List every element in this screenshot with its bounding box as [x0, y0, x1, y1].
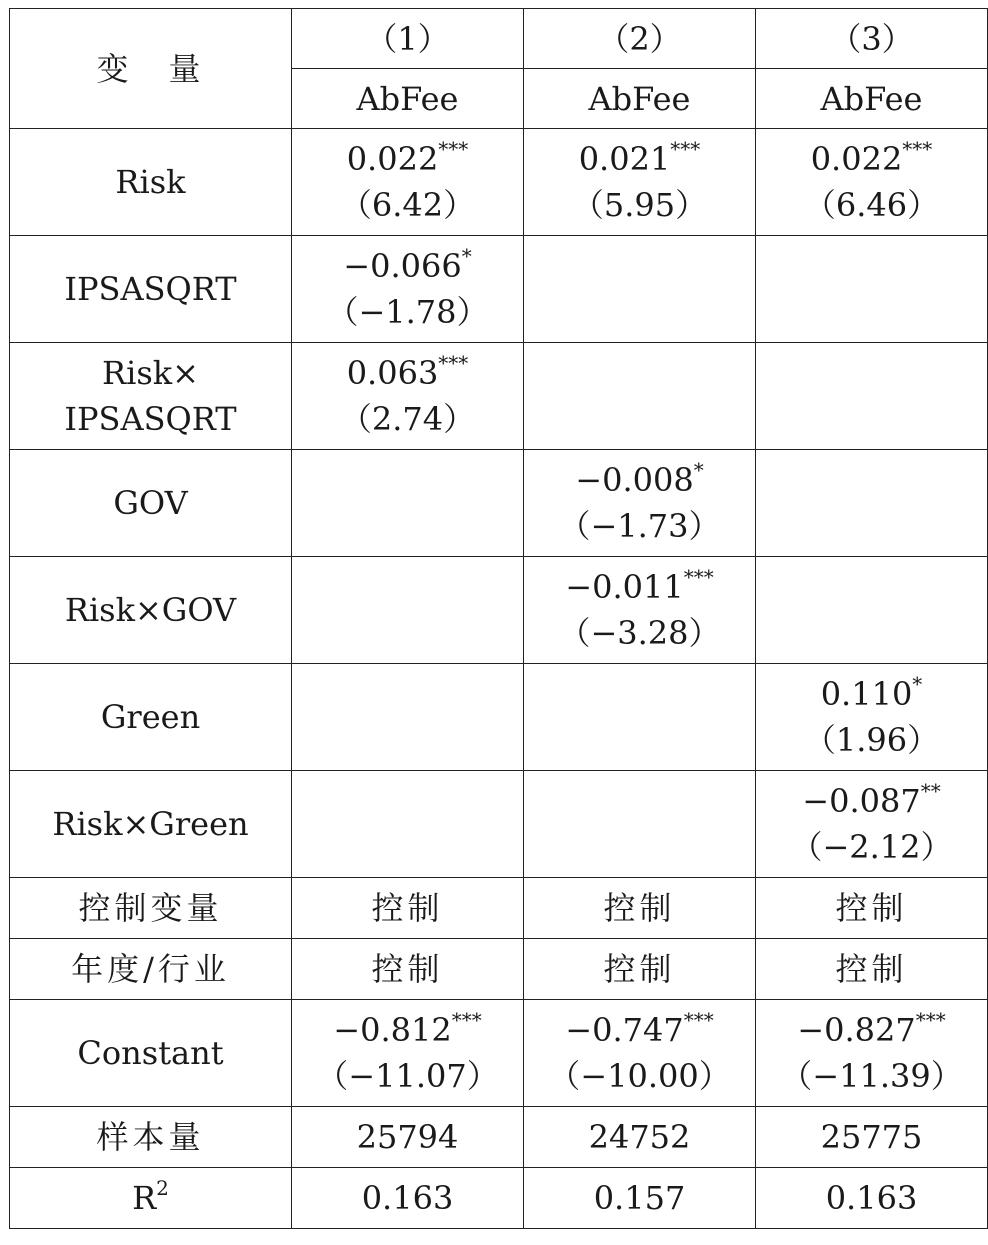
control-row — [10, 878, 988, 939]
row-label: Green — [10, 664, 292, 771]
significance-stars: *** — [670, 137, 701, 161]
row-label: IPSASQRT — [10, 236, 292, 343]
table-row — [10, 343, 988, 450]
dep-var-2: AbFee — [524, 69, 756, 129]
sample-size-cell: 24752 — [524, 1107, 756, 1168]
t-stat: （6.46） — [803, 186, 940, 224]
table-row — [10, 664, 988, 771]
coef-value: −0.066* — [343, 244, 472, 285]
table-row — [10, 450, 988, 557]
control-cell: 控制 — [292, 939, 524, 1000]
control-row — [10, 939, 988, 1000]
control-cell: 控制 — [756, 878, 988, 939]
r-squared-label: R — [132, 1179, 157, 1217]
r-squared-cell: 0.163 — [756, 1168, 988, 1229]
empty-cell — [756, 343, 988, 450]
row-label: Risk×Green — [10, 771, 292, 878]
empty-cell — [756, 557, 988, 664]
coef-cell — [524, 1000, 756, 1107]
coef-cell — [524, 450, 756, 557]
coef-value: 0.022*** — [810, 137, 933, 178]
coef-cell — [524, 557, 756, 664]
coef-cell — [292, 343, 524, 450]
empty-cell — [292, 771, 524, 878]
t-stat: （−1.73） — [558, 507, 721, 545]
t-stat: （6.42） — [339, 186, 476, 224]
significance-stars: *** — [902, 137, 933, 161]
empty-cell — [292, 450, 524, 557]
control-cell: 控制 — [756, 939, 988, 1000]
control-cell: 控制 — [524, 878, 756, 939]
variable-header — [10, 9, 292, 129]
table-row — [10, 557, 988, 664]
empty-cell — [756, 236, 988, 343]
coef-value: 0.063*** — [346, 351, 469, 392]
r-squared-superscript: 2 — [156, 1176, 169, 1200]
t-stat: （−3.28） — [558, 614, 721, 652]
row-label: 控制变量 — [10, 878, 292, 939]
coef-cell — [292, 236, 524, 343]
row-label: GOV — [10, 450, 292, 557]
significance-stars: *** — [915, 1008, 946, 1032]
regression-table-container — [9, 8, 988, 1229]
significance-stars: * — [912, 672, 923, 696]
significance-stars: ** — [920, 779, 941, 803]
coef-value: −0.747*** — [565, 1008, 714, 1049]
significance-stars: *** — [438, 137, 469, 161]
significance-stars: *** — [451, 1008, 482, 1032]
r-squared-cell: 0.163 — [292, 1168, 524, 1229]
significance-stars: *** — [683, 565, 714, 589]
dep-var-1: AbFee — [292, 69, 524, 129]
variable-header-label: 变 量 — [96, 49, 205, 88]
r-squared-row — [10, 1168, 988, 1229]
row-label-line: IPSASQRT — [64, 400, 237, 438]
t-stat: （−2.12） — [790, 828, 953, 866]
row-label — [10, 343, 292, 450]
table-row — [10, 129, 988, 236]
significance-stars: * — [693, 458, 704, 482]
coef-value: −0.008* — [575, 458, 704, 499]
t-stat: （−10.00） — [548, 1057, 731, 1095]
significance-stars: * — [461, 244, 472, 268]
empty-cell — [524, 664, 756, 771]
coef-cell — [524, 129, 756, 236]
coef-value: 0.021*** — [578, 137, 701, 178]
t-stat: （5.95） — [571, 186, 708, 224]
coef-value: −0.087** — [802, 779, 941, 820]
row-label: 年度/行业 — [10, 939, 292, 1000]
t-stat: （1.96） — [803, 721, 940, 759]
control-cell: 控制 — [292, 878, 524, 939]
sample-size-row — [10, 1107, 988, 1168]
t-stat: （−1.78） — [326, 293, 489, 331]
empty-cell — [524, 236, 756, 343]
empty-cell — [524, 771, 756, 878]
empty-cell — [292, 664, 524, 771]
sample-size-cell: 25794 — [292, 1107, 524, 1168]
column-number-2: （2） — [524, 9, 756, 69]
coef-value: −0.812*** — [333, 1008, 482, 1049]
row-label: Risk — [10, 129, 292, 236]
coef-cell — [756, 664, 988, 771]
empty-cell — [524, 343, 756, 450]
table-row — [10, 771, 988, 878]
coef-value: 0.022*** — [346, 137, 469, 178]
t-stat: （2.74） — [339, 400, 476, 438]
r-squared-cell: 0.157 — [524, 1168, 756, 1229]
empty-cell — [756, 450, 988, 557]
coef-value: −0.827*** — [797, 1008, 946, 1049]
row-label: Constant — [10, 1000, 292, 1107]
dep-var-3: AbFee — [756, 69, 988, 129]
column-number-3: （3） — [756, 9, 988, 69]
coef-value: −0.011*** — [565, 565, 714, 606]
coef-cell — [756, 771, 988, 878]
column-number-1: （1） — [292, 9, 524, 69]
sample-size-cell: 25775 — [756, 1107, 988, 1168]
coef-cell — [292, 129, 524, 236]
t-stat: （−11.39） — [780, 1057, 963, 1095]
significance-stars: *** — [683, 1008, 714, 1032]
t-stat: （−11.07） — [316, 1057, 499, 1095]
row-label: Risk×GOV — [10, 557, 292, 664]
header-row-column-numbers — [10, 9, 988, 69]
row-label-line: Risk× — [102, 354, 199, 392]
significance-stars: *** — [438, 351, 469, 375]
coef-cell — [756, 129, 988, 236]
empty-cell — [292, 557, 524, 664]
control-cell: 控制 — [524, 939, 756, 1000]
coef-value: 0.110* — [820, 672, 923, 713]
coef-cell — [756, 1000, 988, 1107]
row-label: 样本量 — [10, 1107, 292, 1168]
table-row — [10, 236, 988, 343]
constant-row — [10, 1000, 988, 1107]
regression-table — [9, 8, 988, 1229]
row-label — [10, 1168, 292, 1229]
coef-cell — [292, 1000, 524, 1107]
